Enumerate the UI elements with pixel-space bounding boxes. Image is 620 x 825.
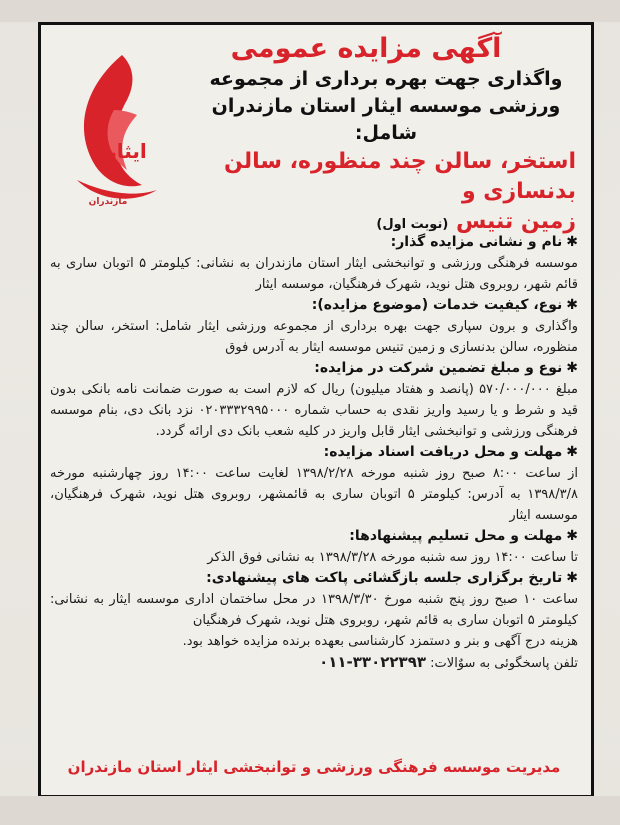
- fee-note: هزینه درج آگهی و بنر و دستمزد کارشناسی بعهده برنده مزایده خواهد بود.: [182, 634, 578, 649]
- ad-subtitle-2: ورزشی موسسه ایثار استان مازندران شامل:: [211, 95, 561, 144]
- page-top-edge: [0, 0, 620, 22]
- section-auctioneer: [50, 232, 578, 295]
- phone-number: ۰۱۱-۳۳۰۲۲۳۹۳: [319, 653, 427, 671]
- bullet-star-icon: ✱: [566, 444, 578, 460]
- ad-header: [196, 32, 576, 240]
- section-text: از ساعت ۸:۰۰ صبح روز شنبه مورخه ۱۳۹۸/۲/۲۸ لغایت ساعت ۱۴:۰۰ روز چهارشنبه مورخه ۱۳۹۸/۳/۸ به آدرس: کیلومتر ۵ اتوبان ساری به قائمشهر، روبروی هتل نوید، شهرک فرهنگیان، موسسه ایثار: [50, 466, 578, 523]
- section-opening-session: [50, 568, 578, 631]
- section-submission-deadline: [50, 526, 578, 568]
- section-heading: نوع و مبلغ تضمین شرکت در مزایده:: [314, 360, 563, 376]
- bullet-star-icon: ✱: [566, 360, 578, 376]
- ad-body: [50, 232, 578, 674]
- bullet-star-icon: ✱: [566, 297, 578, 313]
- section-heading: تاریخ برگزاری جلسه بازگشائی پاکت های پیشنهادی:: [206, 570, 563, 586]
- phone-label: تلفن پاسخگوئی به سوٌالات:: [430, 656, 578, 671]
- ad-facilities-2: زمین تنیس: [455, 209, 576, 234]
- section-text: واگذاری و برون سپاری جهت بهره برداری از مجموعه ورزشی ایثار شامل: استخر، سالن چند منظوره، سالن بدنسازی و زمین تنیس موسسه ایثار به آدرس فوق: [50, 319, 578, 355]
- logo-caption: مازندران: [88, 197, 128, 207]
- isar-logo: [52, 40, 170, 215]
- section-service-type: [50, 295, 578, 358]
- section-heading: مهلت و محل دریافت اسناد مزایده:: [323, 444, 563, 460]
- ad-title: آگهی مزایده عمومی: [230, 33, 502, 64]
- ad-subtitle-1: واگذاری جهت بهره برداری از مجموعه: [209, 68, 563, 90]
- bullet-star-icon: ✱: [566, 234, 578, 250]
- bullet-star-icon: ✱: [566, 528, 578, 544]
- section-text: مبلغ ۵۷۰/۰۰۰/۰۰۰ (پانصد و هفتاد میلیون) ریال که لازم است به صورت ضمانت نامه بانکی بدون قید و شرط و یا رسید واریز نقدی به حساب شماره ۰۲۰۳۳۳۲۹۹۵۰۰۰ نزد بانک دی، بنام موسسه فرهنگی ورزشی و توانبخشی ایثار قابل واریز در کلیه شعب بانک دی ارائه گردد.: [50, 382, 578, 439]
- ad-round-label: (نوبت اول): [376, 217, 449, 232]
- section-text: ساعت ۱۰ صبح روز پنج شنبه مورخ ۱۳۹۸/۳/۳۰ در محل ساختمان اداری موسسه ایثار به نشانی: کیلومتر ۵ اتوبان ساری به قائم شهر، روبروی هتل نوید، شهرک فرهنگیان: [50, 592, 578, 628]
- bullet-star-icon: ✱: [566, 570, 578, 586]
- page-bottom-edge: [0, 796, 620, 825]
- section-heading: نام و نشانی مزایده گذار:: [390, 234, 563, 250]
- section-documents-deadline: [50, 442, 578, 526]
- phone-line: [50, 652, 578, 674]
- section-heading: مهلت و محل تسلیم پیشنهادها:: [349, 528, 563, 544]
- section-text: تا ساعت ۱۴:۰۰ روز سه شنبه مورخه ۱۳۹۸/۳/۲۸ به نشانی فوق الذکر: [207, 550, 578, 565]
- section-heading: نوع، کیفیت خدمات (موضوع مزایده):: [311, 297, 563, 313]
- ad-signature: مدیریت موسسه فرهنگی ورزشی و توانبخشی ایثار استان مازندران: [67, 758, 561, 776]
- section-guarantee: [50, 358, 578, 442]
- ad-facilities-1: استخر، سالن چند منظوره، سالن بدنسازی و: [224, 149, 576, 204]
- logo-brand-text: ایثار: [105, 139, 147, 163]
- section-text: موسسه فرهنگی ورزشی و توانبخشی ایثار استان مازندران به نشانی: کیلومتر ۵ اتوبان ساری به قائم شهر، روبروی هتل نوید، شهرک فرهنگیان، موسسه ایثار: [50, 256, 578, 292]
